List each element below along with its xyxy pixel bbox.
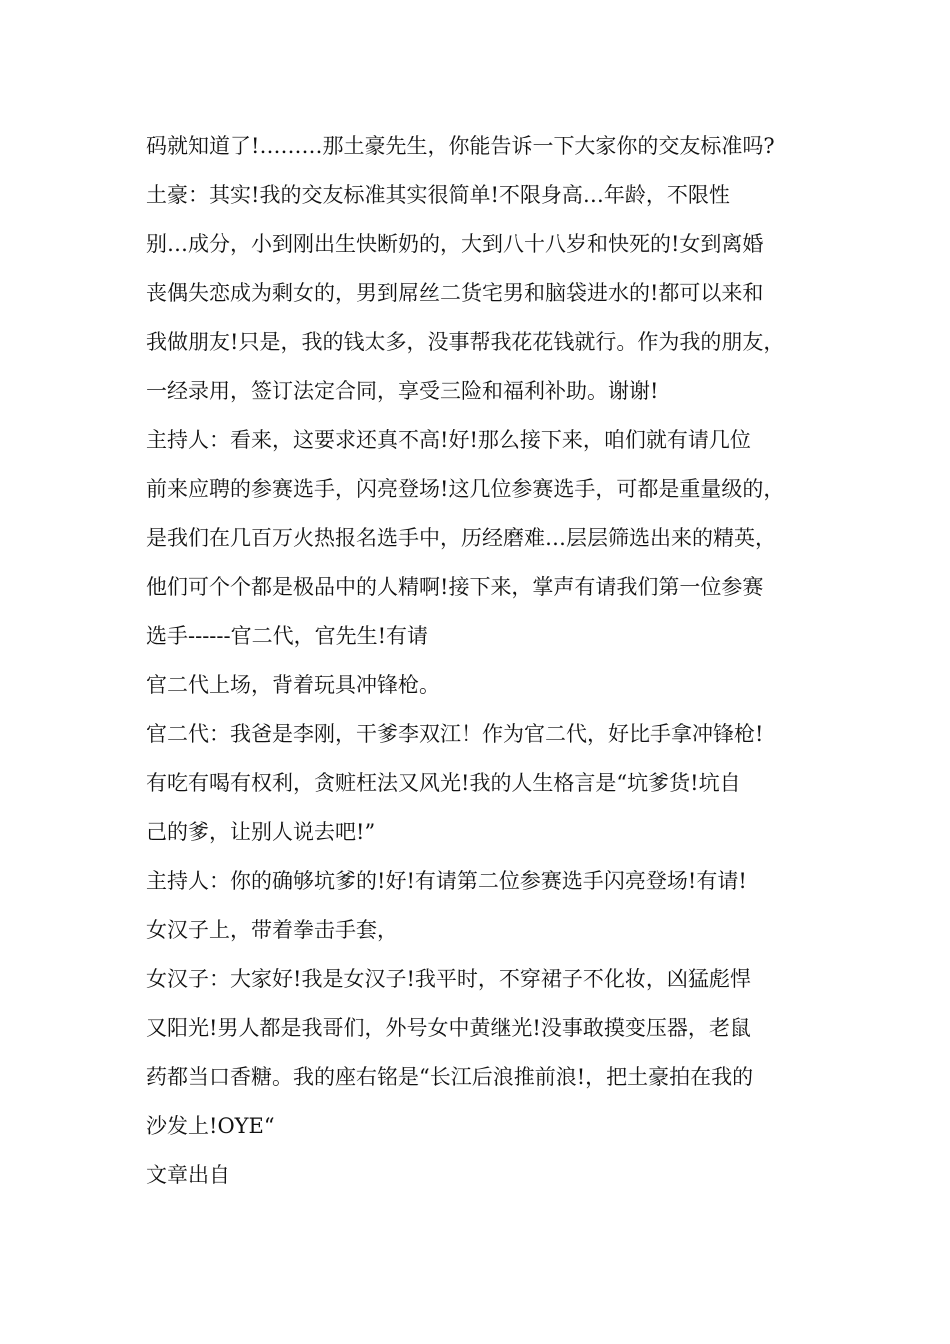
text-line: 有吃有喝有权利，贪赃枉法又风光!我的人生格言是“坑爹货!坑自 bbox=[146, 771, 741, 795]
text-line: 官二代：我爸是李刚，干爹李双江！作为官二代，好比手拿冲锋枪! bbox=[146, 722, 764, 746]
text-line: 选手------官二代，官先生!有请 bbox=[146, 624, 429, 648]
text-line: 官二代上场，背着玩具冲锋枪。 bbox=[146, 673, 440, 697]
text-line: 己的爹，让别人说去吧!” bbox=[146, 820, 376, 844]
document-body bbox=[146, 122, 836, 1200]
text-line: 女汉子上，带着拳击手套， bbox=[146, 918, 398, 942]
text-line: 他们可个个都是极品中的人精啊!接下来，掌声有请我们第一位参赛 bbox=[146, 575, 764, 599]
text-line: 沙发上!OYE“ bbox=[146, 1114, 275, 1138]
text-line: 别…成分，小到刚出生快断奶的，大到八十八岁和快死的!女到离婚 bbox=[146, 232, 764, 256]
text-line: 药都当口香糖。我的座右铭是“长江后浪推前浪!，把土豪拍在我的 bbox=[146, 1065, 754, 1089]
text-line: 我做朋友!只是，我的钱太多，没事帮我花花钱就行。作为我的朋友， bbox=[146, 330, 785, 354]
text-line: 是我们在几百万火热报名选手中，历经磨难…层层筛选出来的精英， bbox=[146, 526, 776, 550]
text-line: 文章出自 bbox=[146, 1163, 230, 1187]
text-line: 又阳光!男人都是我哥们，外号女中黄继光!没事敢摸变压器，老鼠 bbox=[146, 1016, 751, 1040]
text-line: 丧偶失恋成为剩女的，男到屌丝二货宅男和脑袋进水的!都可以来和 bbox=[146, 281, 764, 305]
text-line: 一经录用，签订法定合同，享受三险和福利补助。谢谢! bbox=[146, 379, 659, 403]
text-line: 主持人：看来，这要求还真不高!好!那么接下来，咱们就有请几位 bbox=[146, 428, 751, 452]
text-line: 土豪：其实!我的交友标准其实很简单!不限身高…年龄，不限性 bbox=[146, 183, 730, 207]
text-line: 女汉子：大家好!我是女汉子!我平时，不穿裙子不化妆，凶猛彪悍 bbox=[146, 967, 751, 991]
text-line: 前来应聘的参赛选手，闪亮登场!这几位参赛选手，可都是重量级的， bbox=[146, 477, 785, 501]
text-line: 码就知道了!………那土豪先生，你能告诉一下大家你的交友标准吗? bbox=[146, 134, 775, 158]
text-line: 主持人：你的确够坑爹的!好!有请第二位参赛选手闪亮登场!有请! bbox=[146, 869, 747, 893]
